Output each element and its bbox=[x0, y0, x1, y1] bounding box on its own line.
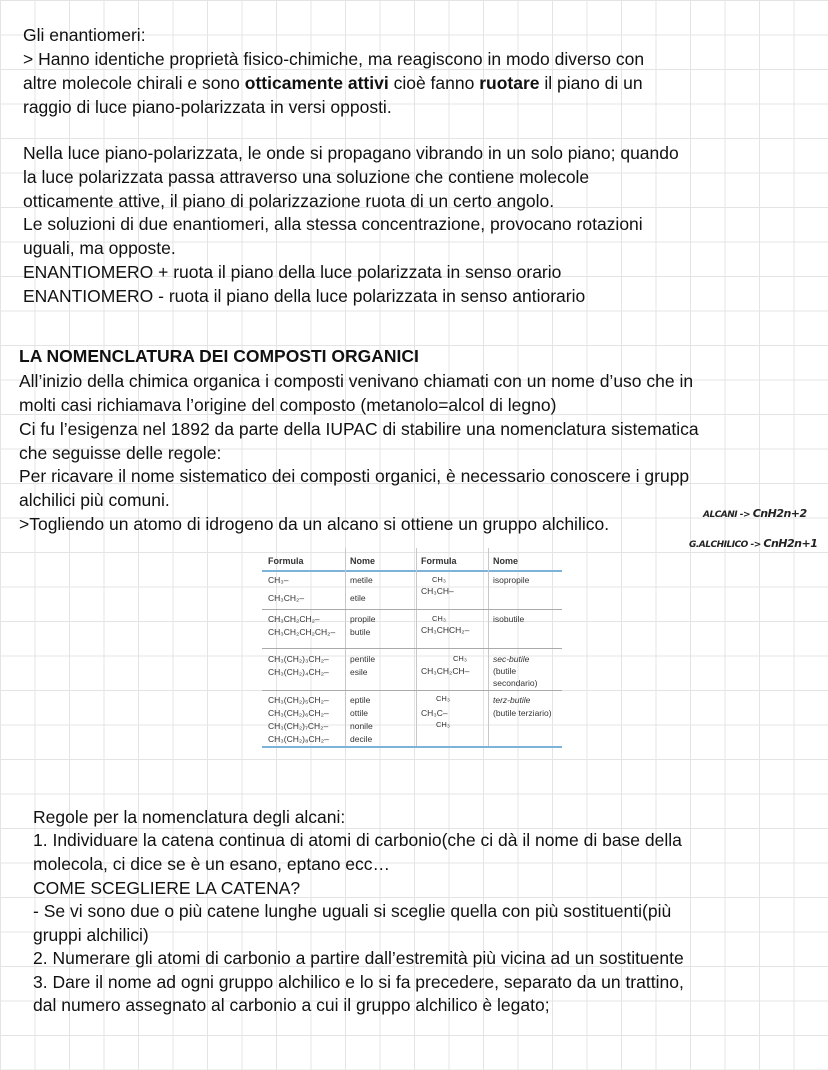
section-heading-enantiomeri: Gli enantiomeri: bbox=[23, 25, 146, 45]
section-heading-regole: Regole per la nomenclatura degli alcani: bbox=[33, 807, 346, 827]
table-cell-name-note: (butile terziario) bbox=[493, 708, 552, 718]
table-cell-formula: CH₃(CH₂)₇CH₂– bbox=[268, 721, 329, 731]
table-cell-formula-branch: CH₃ bbox=[453, 654, 467, 663]
bold-term: ruotare bbox=[479, 73, 540, 93]
table-header: Nome bbox=[493, 556, 519, 566]
text-line: 1. Individuare la catena continua di atomi di carbonio(che ci dà il nome di base della bbox=[33, 830, 682, 850]
table-header: Formula bbox=[268, 556, 304, 566]
text-run: altre molecole chirali e sono bbox=[23, 73, 245, 93]
text-line: 2. Numerare gli atomi di carbonio a partire dall’estremità più vicina ad un sostituente bbox=[33, 948, 684, 968]
text-line: Nella luce piano-polarizzata, le onde si propagano vibrando in un solo piano; quando bbox=[23, 143, 679, 163]
handwritten-alcani-note bbox=[703, 507, 807, 520]
text-line: 3. Dare il nome ad ogni gruppo alchilico e lo si fa precedere, separato da un trattino, bbox=[33, 972, 684, 992]
table-header: Nome bbox=[350, 556, 376, 566]
table-cell-formula-branch: CH₃ bbox=[432, 575, 446, 584]
table-cell-name: nonile bbox=[350, 721, 373, 731]
alkyl-groups-table bbox=[262, 548, 562, 748]
handwritten-formula: CnH2n+2 bbox=[752, 507, 807, 520]
table-rule bbox=[262, 746, 562, 748]
table-cell-formula-branch: CH₃ bbox=[436, 694, 450, 703]
text-line: molti casi richiamava l’origine del composto (metanolo=alcol di legno) bbox=[19, 395, 557, 415]
handwritten-formula: CnH2n+1 bbox=[763, 537, 818, 550]
text-line: > Hanno identiche proprietà fisico-chimiche, ma reagiscono in modo diverso con bbox=[23, 49, 645, 69]
text-line: la luce polarizzata passa attraverso una soluzione che contiene molecole bbox=[23, 167, 590, 187]
table-cell-formula: CH₃CH₂CH₂– bbox=[268, 614, 320, 624]
table-cell-name: sec-butile bbox=[493, 654, 530, 664]
text-line: alchilici più comuni. bbox=[19, 490, 170, 510]
table-cell-name: etile bbox=[350, 593, 366, 603]
table-cell-formula: CH₃CH₂– bbox=[268, 593, 305, 603]
text-line: molecola, ci dice se è un esano, eptano ecc… bbox=[33, 854, 391, 874]
text-run: il piano di un bbox=[539, 73, 643, 93]
text-line: >Togliendo un atomo di idrogeno da un alcano si ottiene un gruppo alchilico. bbox=[19, 514, 610, 534]
table-cell-name: eptile bbox=[350, 695, 371, 705]
text-line: COME SCEGLIERE LA CATENA? bbox=[33, 878, 301, 898]
text-line: ENANTIOMERO - ruota il piano della luce polarizzata in senso antiorario bbox=[23, 286, 586, 306]
table-rule bbox=[262, 609, 562, 610]
table-cell-name: ottile bbox=[350, 708, 368, 718]
text-line bbox=[23, 72, 643, 95]
text-line: Le soluzioni di due enantiomeri, alla stessa concentrazione, provocano rotazioni bbox=[23, 214, 643, 234]
table-cell-name: isopropile bbox=[493, 575, 530, 585]
table-rule bbox=[262, 570, 562, 572]
table-cell-name: isobutile bbox=[493, 614, 525, 624]
table-cell-formula: CH₃CH₂CH– bbox=[421, 666, 470, 676]
text-line: ENANTIOMERO + ruota il piano della luce polarizzata in senso orario bbox=[23, 262, 562, 282]
table-rule bbox=[262, 690, 562, 691]
table-cell-formula: CH₃CH– bbox=[421, 586, 454, 596]
table-cell-name-note: secondario) bbox=[493, 678, 538, 688]
handwritten-label: G.ALCHILICO -> bbox=[689, 540, 761, 550]
text-line: dal numero assegnato al carbonio a cui il gruppo alchilico è legato; bbox=[33, 995, 550, 1015]
table-cell-name: metile bbox=[350, 575, 373, 585]
table-cell-name-note: (butile bbox=[493, 666, 517, 676]
table-rule bbox=[262, 648, 562, 649]
table-cell-formula: CH₃(CH₂)₈CH₂– bbox=[268, 734, 329, 744]
text-line: gruppi alchilici) bbox=[33, 925, 149, 945]
table-cell-formula: CH₃C– bbox=[421, 708, 448, 718]
text-line: che seguisse delle regole: bbox=[19, 443, 222, 463]
table-cell-name: butile bbox=[350, 627, 371, 637]
table-cell-formula: CH₃(CH₂)₆CH₂– bbox=[268, 708, 329, 718]
table-cell-formula: CH₃– bbox=[268, 575, 289, 585]
section-title-nomenclatura: LA NOMENCLATURA DEI COMPOSTI ORGANICI bbox=[19, 346, 419, 366]
table-cell-formula: CH₃(CH₂)₄CH₂– bbox=[268, 667, 329, 677]
table-cell-formula: CH₃CH₂CH₂CH₂– bbox=[268, 627, 336, 637]
text-line: otticamente attive, il piano di polarizzazione ruota di un certo angolo. bbox=[23, 191, 555, 211]
table-cell-formula: CH₃CHCH₂– bbox=[421, 625, 470, 635]
handwritten-label: ALCANI -> bbox=[703, 510, 751, 520]
table-cell-formula-branch: CH₃ bbox=[436, 720, 450, 729]
table-cell-name: decile bbox=[350, 734, 373, 744]
table-cell-name: pentile bbox=[350, 654, 376, 664]
text-line: All’inizio della chimica organica i composti venivano chiamati con un nome d’uso che in bbox=[19, 371, 694, 391]
text-line: Ci fu l’esigenza nel 1892 da parte della IUPAC di stabilire una nomenclatura sistematica bbox=[19, 419, 699, 439]
bold-term: otticamente attivi bbox=[244, 73, 389, 93]
text-line: Per ricavare il nome sistematico dei composti organici, è necessario conoscere i grupp bbox=[19, 466, 690, 486]
table-cell-formula-branch: CH₃ bbox=[432, 614, 446, 623]
table-header: Formula bbox=[421, 556, 457, 566]
handwritten-gruppo-note bbox=[689, 537, 817, 550]
table-cell-formula: CH₃(CH₂)₃CH₂– bbox=[268, 654, 329, 664]
table-cell-name: esile bbox=[350, 667, 368, 677]
text-run: cioè fanno bbox=[388, 73, 480, 93]
table-cell-formula: CH₃(CH₂)₅CH₂– bbox=[268, 695, 329, 705]
text-line: uguali, ma opposte. bbox=[23, 238, 176, 258]
table-cell-name: terz-butile bbox=[493, 695, 531, 705]
text-line: - Se vi sono due o più catene lunghe uguali si sceglie quella con più sostituenti(più bbox=[33, 901, 672, 921]
text-line: raggio di luce piano-polarizzata in versi opposti. bbox=[23, 97, 392, 117]
table-cell-name: propile bbox=[350, 614, 376, 624]
